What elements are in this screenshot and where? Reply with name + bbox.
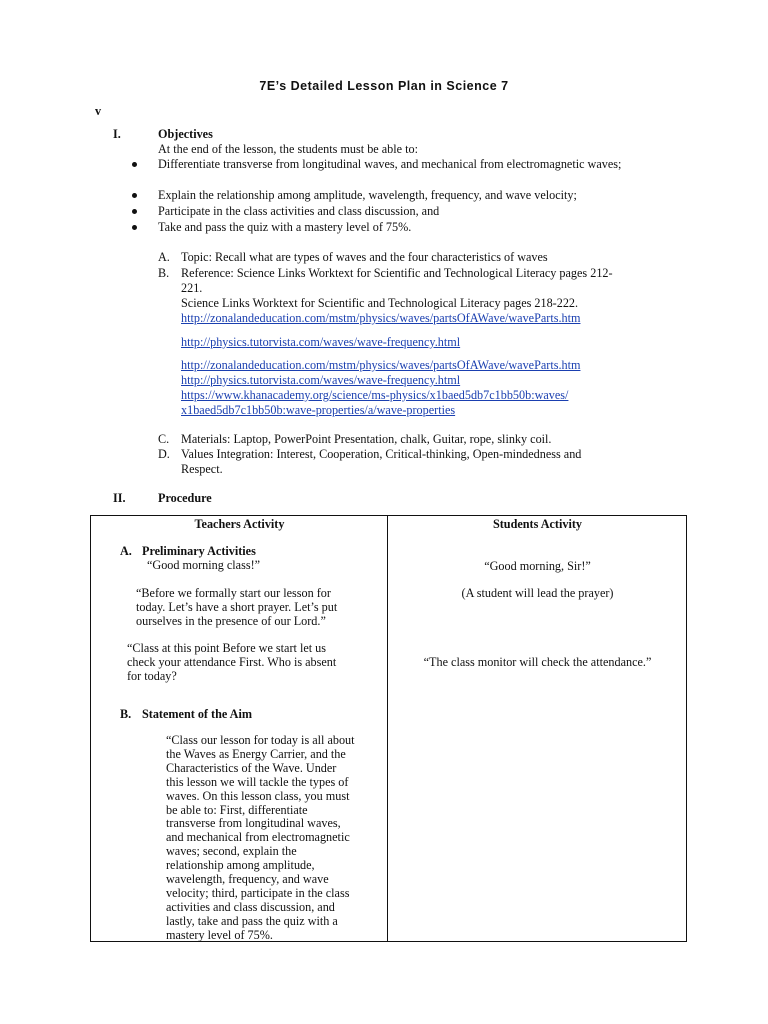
reference-link[interactable]: https://www.khanacademy.org/science/ms-physics/x1baed5db7c1bb50b:waves/ [181, 388, 569, 402]
objective-item: Differentiate transverse from longitudinal waves, and mechanical from electromagnetic waves; [158, 157, 673, 172]
reference-link[interactable]: http://physics.tutorvista.com/waves/wave-frequency.html [181, 373, 461, 387]
section-heading-objectives: Objectives [158, 127, 213, 141]
materials-text: Materials: Laptop, PowerPoint Presentation, chalk, Guitar, rope, slinky coil. [181, 432, 552, 446]
student-column [388, 516, 687, 942]
reference-line: 221. [181, 281, 203, 295]
aim-heading: Statement of the Aim [142, 707, 253, 721]
stray-mark: v [95, 104, 102, 118]
reference-link[interactable]: http://physics.tutorvista.com/waves/wave-frequency.html [181, 335, 461, 349]
teacher-attendance-line: check your attendance First. Who is absent [127, 655, 337, 669]
aim-letter: B. [120, 707, 132, 721]
student-attendance: “The class monitor will check the attendance.” [423, 655, 652, 669]
section-heading-procedure: Procedure [158, 491, 212, 505]
objectives-intro: At the end of the lesson, the students must be able to: [158, 142, 418, 156]
teacher-activity-header: Teachers Activity [194, 517, 285, 531]
reference-link[interactable]: x1baed5db7c1bb50b:wave-properties/a/wave-properties [181, 403, 456, 417]
bullet-icon [132, 209, 137, 214]
teacher-prayer-line: ourselves in the presence of our Lord.” [136, 614, 326, 628]
reference-line: Reference: Science Links Worktext for Scientific and Technological Literacy pages 212- [181, 266, 613, 280]
page-title: 7E’s Detailed Lesson Plan in Science 7 [259, 79, 509, 93]
objective-item: Participate in the class activities and class discussion, and [158, 204, 673, 219]
reference-line: Science Links Worktext for Scientific and Technological Literacy pages 218-222. [181, 296, 579, 310]
procedure-table [90, 515, 687, 942]
item-letter: A. [158, 250, 170, 264]
reference-link[interactable]: http://zonalandeducation.com/mstm/physics/waves/partsOfAWave/waveParts.htm [181, 311, 581, 325]
teacher-column [91, 516, 388, 942]
bullet-icon [132, 193, 137, 198]
item-letter: D. [158, 447, 170, 461]
objective-item: Take and pass the quiz with a mastery level of 75%. [158, 220, 673, 235]
topic-text: Topic: Recall what are types of waves and the four characteristics of waves [181, 250, 548, 264]
values-line: Respect. [181, 462, 223, 476]
student-activity-header: Students Activity [492, 517, 583, 531]
bullet-icon [132, 162, 137, 167]
aim-statement: “Class our lesson for today is all about the Waves as Energy Carrier, and the Characteristics of the Wave. Under this lesson we will tackle the types of waves. On this lesson class, you must be able to: First, differentiate transverse from longitudinal waves, and mechanical from electromagnetic waves; second, explain the relationship among amplitude, wavelength, frequency, and wave velocity; third, participate in the class activities and class discussion, and lastly, take and pass the quiz with a mastery level of 75%. [166, 733, 355, 942]
teacher-attendance-line: “Class at this point Before we start let us [127, 641, 327, 655]
student-greeting: “Good morning, Sir!” [484, 559, 591, 573]
preliminary-heading: Preliminary Activities [142, 544, 256, 558]
item-letter: C. [158, 432, 170, 446]
student-prayer: (A student will lead the prayer) [461, 586, 614, 600]
reference-link[interactable]: http://zonalandeducation.com/mstm/physics/waves/partsOfAWave/waveParts.htm [181, 358, 581, 372]
preliminary-letter: A. [120, 544, 132, 558]
teacher-attendance-line: for today? [127, 669, 177, 683]
bullet-icon [132, 225, 137, 230]
objective-item: Explain the relationship among amplitude, wavelength, frequency, and wave velocity; [158, 188, 673, 203]
teacher-prayer-line: today. Let’s have a short prayer. Let’s put [136, 600, 338, 614]
section-number-objectives: I. [113, 127, 121, 141]
values-line: Values Integration: Interest, Cooperation, Critical-thinking, Open-mindedness and [181, 447, 582, 461]
teacher-greeting: “Good morning class!” [147, 558, 261, 572]
teacher-prayer-line: “Before we formally start our lesson for [136, 586, 331, 600]
section-number-procedure: II. [113, 491, 126, 505]
item-letter: B. [158, 266, 170, 280]
